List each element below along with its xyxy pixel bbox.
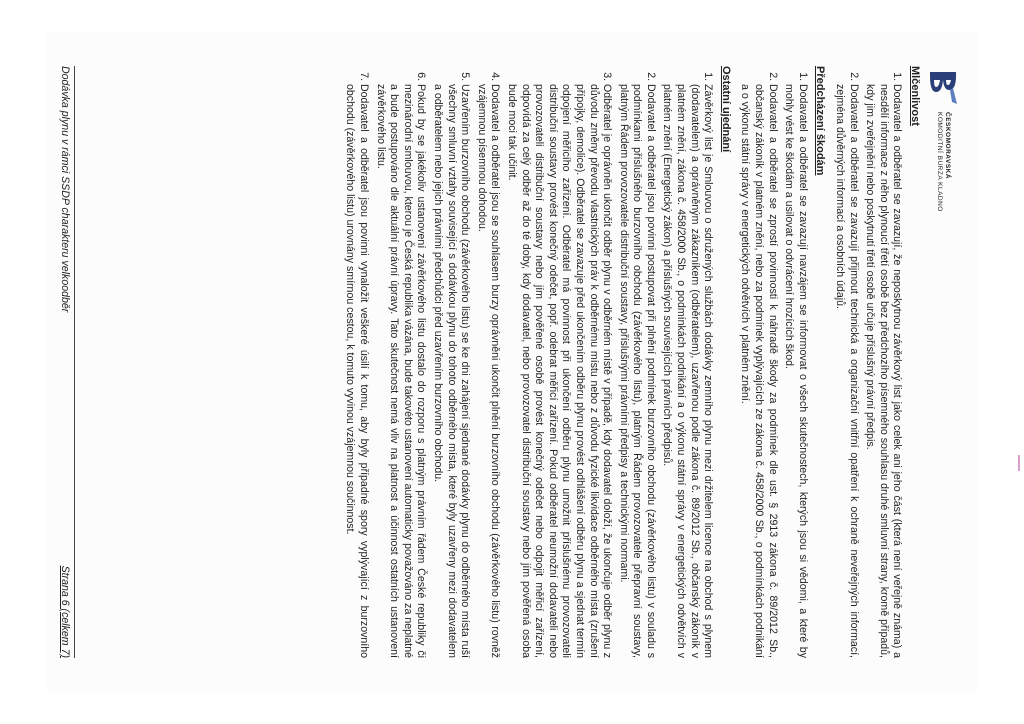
logo-line-2: KOMODITNÍ BURZA KLADNO xyxy=(936,112,943,212)
page-footer xyxy=(57,66,75,658)
section-title-damage-prevention: Předcházení škodám xyxy=(814,66,827,176)
logo-line-1: ČESKOMORAVSKÁ xyxy=(944,112,951,180)
list-item: 2. Dodavatel a odběratel se zavazují přijmout technická a organizační vnitřní opatření k ochraně neveřejných informací, zejména důvěrných informací a osobních údajů. xyxy=(832,84,859,658)
footer-page-number: Strana 6 (celkem 7) xyxy=(58,565,71,658)
scan-edge-mark xyxy=(1018,455,1020,471)
list-item: 1. Dodavatel a odběratel se zavazují, že neposkytnou závěrkový list jako celek ani jeho část (která není veřejně známa) a nesdělí informace z něho plynoucí třetí osobě bez předchozího písemného souhlasu druhé smluvní strany, kromě případů, kdy jim zveřejnění nebo poskytnutí třetí osobě určuje příslušný právní předpis. xyxy=(863,84,904,658)
list-item: 6. Pokud by se jakékoliv ustanovení závěrkového listu dostalo do rozporu s platným právním řádem České republiky či mezinárodní smlouvou, kterou je Česká republika vázána, bude takovéto ustanovení automaticky považováno za neplatné a bude postupováno dle aktuální právní úpravy. Tato skutečnost nemá vliv na platnost a účinnost ostatních ustanovení závěrkového listu. xyxy=(373,84,427,658)
section-list-confidentiality xyxy=(832,66,903,658)
list-item: 5. Uzavřením burzovního obchodu (závěrkového listu) se ke dni zahájení sjednané dodávky plynu do odběrného místa ruší všechny smluvní vztahy související s dodávkou plynu do tohoto odběrného místa, které byly uzavřeny mezi dodavatelem a odběratelem nebo jejich právními předchůdci před uzavřením burzovního obchodu. xyxy=(430,84,471,658)
section-title-confidentiality: Mlčenlivost xyxy=(909,66,921,126)
document-page xyxy=(47,32,977,692)
list-item: 7. Dodavatel a odběratel jsou povinni vynaložit veškeré úsilí k tomu, aby byly případné spory vyplývající z burzovního obchodu (závěrkového listu) urovnány smírnou cestou, k tomuto vyvinou vzájemnou součinnost. xyxy=(343,84,370,658)
list-item: 1. Závěrkový list je Smlouvou o sdružených službách dodávky zemního plynu mezi držitelem licence na obchod s plynem (dodavatelem) a oprávněným zákazníkem (odběratelem), uzavřenou podle zákona č. 89/2012 Sb., občanský zákoník v platném znění, zákona č. 458/2000 Sb., o podmínkách podnikání a o výkonu státní správy v energetických odvětvích v platném znění (Energetický zákon) a příslušných souvisejících právních předpisů. xyxy=(660,84,714,658)
section-title-other-provisions: Ostatní ujednání xyxy=(719,66,732,153)
page-header xyxy=(927,66,959,658)
list-item: 1. Dodavatel a odběratel se zavazují navzájem se informovat o všech skutečnostech, kterých jsou si vědomi, a které by mohly vést ke škodám a usilovat o odvrácení hrozících škod. xyxy=(782,84,809,658)
section-list-damage-prevention xyxy=(738,66,809,658)
logo-text xyxy=(935,112,951,212)
section-list-other-provisions xyxy=(343,66,714,658)
footer-document-name: Dodávka plynu v rámci SSDP charakteru velkoodběr xyxy=(58,66,71,313)
list-item: 2. Dodavatel a odběratel se zprostí povinnosti k náhradě škody za podmínek dle ust. § 2913 zákona č. 89/2012 Sb., občanský zákoník v platném znění, nebo za podmínek vyplývajících ze zákona č. 458/2000 Sb., o podmínkách podnikání a o výkonu státní správy v energetických odvětvích v platném znění. xyxy=(738,84,779,658)
list-item: 4. Dodavatel a odběratel jsou se souhlasem burzy oprávněni ukončit plnění burzovního obchodu (závěrkového listu) rovněž vzájemnou písemnou dohodou. xyxy=(474,84,501,658)
list-item: 3. Odběratel je oprávněn ukončit odběr plynu v odběrném místě v případě, kdy dodavatel doloží, že ukončuje odběr plynu z důvodu změny převodu vlastnických práv k odběrnému místu nebo z důvodu fyzické likvidace odběrného místa (zrušení přípojky, demolice). Odběratel se zavazuje před ukončením odběru plynu provést odhlášení odběru plynu a sjednat termín odpojení měřicího zařízení. Odběratel má povinnost při ukončení odběru plynu umožnit příslušnému provozovateli distribuční soustavy provést konečný odečet, popř. odebrat měřicí zařízení. Pokud odběratel neumožní dodavateli nebo provozovateli distribuční soustavy nebo jím pověřené osobě provést konečný odečet nebo odpojit měřicí zařízení, odpovídá za celý odběr až do té doby, kdy dodavatel, nebo provozovatel distribuční soustavy nebo jím pověřená osoba bude moci tak učinit. xyxy=(504,84,613,658)
list-item: 2. Dodavatel a odběratel jsou povinni postupovat při plnění podmínek burzovního obchodu (závěrkového listu) v souladu s podmínkami příslušného burzovního obchodu (závěrkového listu), platným Řádem provozovatele přepravní soustavy, platným Řádem provozovatele distribuční soustavy, příslušnými právními předpisy a technickými normami. xyxy=(616,84,657,658)
burza-logo-icon xyxy=(927,66,959,106)
